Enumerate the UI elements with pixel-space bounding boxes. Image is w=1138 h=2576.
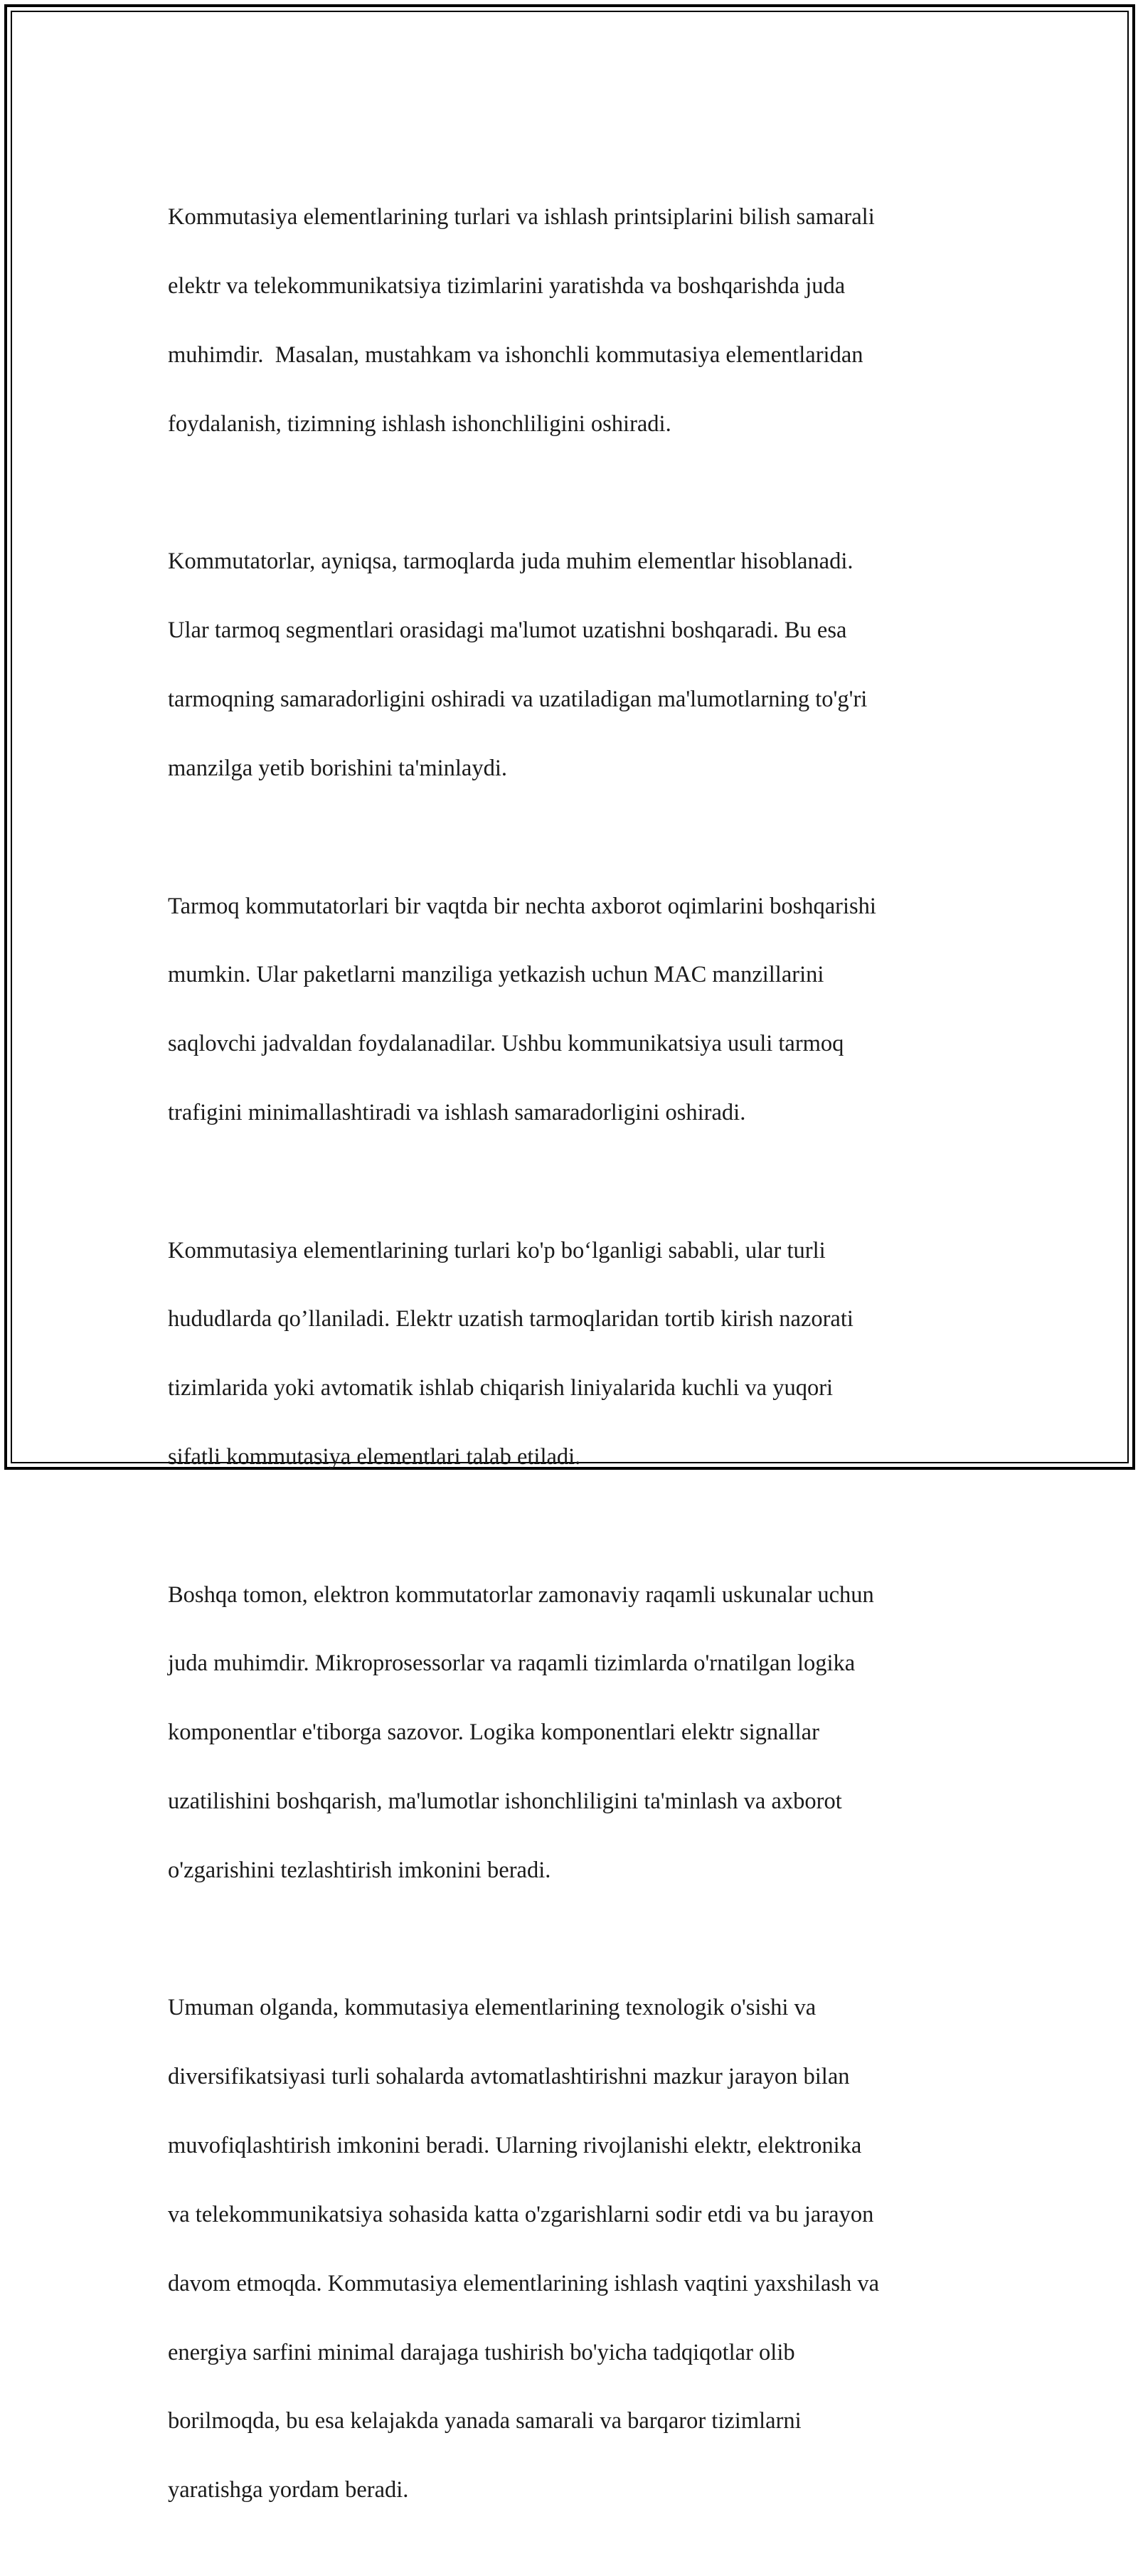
text-line: komponentlar e'tiborga sazovor. Logika komponentlari elektr signallar xyxy=(168,1719,819,1746)
text-line: energiya sarfini minimal darajaga tushirish bo'yicha tadqiqotlar olib xyxy=(168,2339,795,2365)
text-line: manzilga yetib borishini ta'minlaydi. xyxy=(168,755,508,781)
text-line: muvofiqlashtirish imkonini beradi. Ularning rivojlanishi elektr, elektronika xyxy=(168,2133,862,2159)
text-line: saqlovchi jadvaldan foydalanadilar. Ushbu kommunikatsiya usuli tarmoq xyxy=(168,1031,844,1057)
text-line: Kommutasiya elementlarining turlari va ishlash printsiplarini bilish samarali xyxy=(168,204,875,230)
text-line: Tarmoq kommutatorlari bir vaqtda bir nechta axborot oqimlarini boshqarishi xyxy=(168,893,876,919)
text-line: Kommutasiya elementlarining turlari ko'p bo‘lganligi sababli, ular turli xyxy=(168,1237,826,1263)
text-line: sifatli kommutasiya elementlari talab etiladi. xyxy=(168,1443,581,1470)
paragraph-4 xyxy=(168,1199,979,1509)
text-line: yaratishga yordam beradi. xyxy=(168,2477,409,2503)
text-line: Boshqa tomon, elektron kommutatorlar zamonaviy raqamli uskunalar uchun xyxy=(168,1581,874,1608)
text-line: hududlarda qo’llaniladi. Elektr uzatish tarmoqlaridan tortib kirish nazorati xyxy=(168,1306,854,1332)
text-line: tarmoqning samaradorligini oshiradi va uzatiladigan ma'lumotlarning to'g'ri xyxy=(168,687,868,713)
text-line: davom etmoqda. Kommutasiya elementlarining ishlash vaqtini yaxshilash va xyxy=(168,2270,880,2296)
text-line: borilmoqda, bu esa kelajakda yanada samarali va barqaror tizimlarni xyxy=(168,2408,802,2434)
text-line: Ular tarmoq segmentlari orasidagi ma'lumot uzatishni boshqaradi. Bu esa xyxy=(168,618,847,644)
text-line: uzatilishini boshqarish, ma'lumotlar ishonchliligini ta'minlash va axborot xyxy=(168,1788,842,1815)
document-body xyxy=(168,166,979,2576)
text-line: trafigini minimallashtiradi va ishlash samaradorligini oshiradi. xyxy=(168,1099,746,1125)
text-line: diversifikatsiyasi turli sohalarda avtomatlashtirishni mazkur jarayon bilan xyxy=(168,2064,850,2090)
paragraph-2 xyxy=(168,510,979,820)
text-line: o'zgarishini tezlashtirish imkonini beradi. xyxy=(168,1857,551,1883)
paragraph-5 xyxy=(168,1543,979,1922)
paragraph-1 xyxy=(168,166,979,476)
text-line: va telekommunikatsiya sohasida katta o'zgarishlarni sodir etdi va bu jarayon xyxy=(168,2201,874,2227)
paragraph-3 xyxy=(168,854,979,1165)
text-line: tizimlarida yoki avtomatik ishlab chiqarish liniyalarida kuchli va yuqori xyxy=(168,1375,834,1401)
text-line: Umuman olganda, kommutasiya elementlarining texnologik o'sishi va xyxy=(168,1995,817,2021)
text-line: muhimdir. Masalan, mustahkam va ishonchli kommutasiya elementlaridan xyxy=(168,342,863,369)
text-line: elektr va telekommunikatsiya tizimlarini yaratishda va boshqarishda juda xyxy=(168,273,846,300)
text-line: foydalanish, tizimning ishlash ishonchliligini oshiradi. xyxy=(168,410,671,437)
text-line: mumkin. Ular paketlarni manziliga yetkazish uchun MAC manzillarini xyxy=(168,962,824,988)
text-line: juda muhimdir. Mikroprosessorlar va raqamli tizimlarda o'rnatilgan logika xyxy=(168,1650,856,1677)
text-line: Kommutatorlar, ayniqsa, tarmoqlarda juda muhim elementlar hisoblanadi. xyxy=(168,548,854,575)
paragraph-6 xyxy=(168,1956,979,2542)
